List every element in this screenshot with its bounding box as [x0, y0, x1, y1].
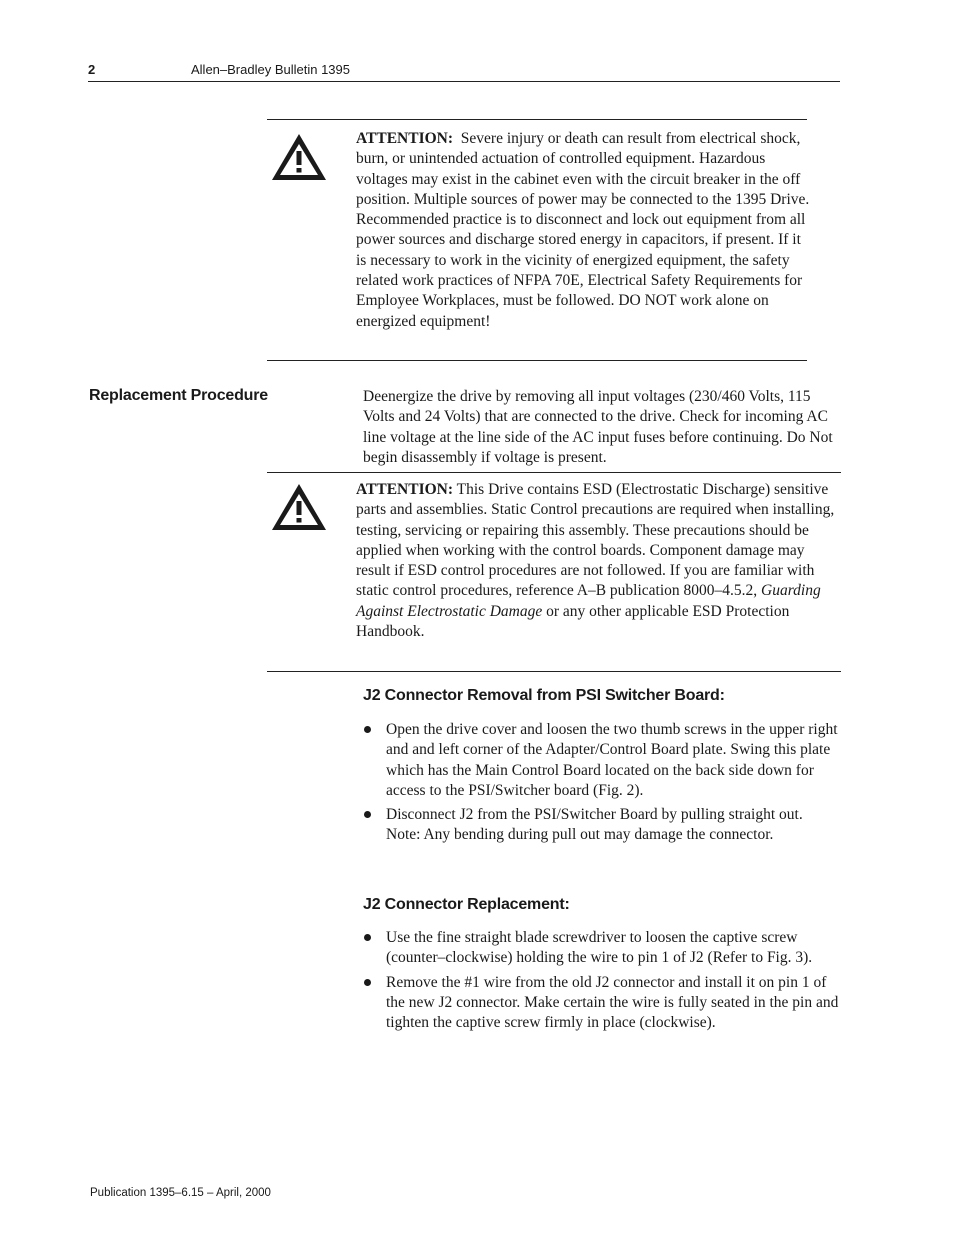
page-number: 2 — [88, 62, 96, 77]
attention2-label: ATTENTION: — [356, 481, 454, 498]
list-item — [363, 805, 841, 846]
bullet-icon — [364, 979, 371, 986]
replacement-intro-paragraph: Deenergize the drive by removing all input voltages (230/460 Volts, 115 Volts and 24 Volts) that are connected to the drive. Check for incoming AC line voltage at the line side of the AC input fuses before continuing. Do Not begin disassembly if voltage is present. — [363, 388, 833, 466]
j2-replacement-list — [363, 928, 841, 1033]
list-item — [363, 928, 841, 969]
header-rule — [88, 81, 840, 82]
attention1-label: ATTENTION: — [356, 130, 454, 147]
subheading-j2-removal: J2 Connector Removal from PSI Switcher Board: — [363, 687, 725, 704]
bullet-icon — [364, 811, 371, 818]
attention2-publication-title: Guarding Against Electrostatic Damage — [356, 582, 821, 620]
list-item-text: Open the drive cover and loosen the two thumb screws in the upper right and and left corner of the Adapter/Control Board plate. Swing this plate which has the Main Control Board located on the back side down for access to the PSI/Switcher board (Fig. 2). — [386, 721, 838, 799]
list-item-text: Disconnect J2 from the PSI/Switcher Board by pulling straight out. Note: Any bending during pull out may damage the connector. — [386, 806, 803, 844]
attention1-bottom-rule — [267, 360, 807, 361]
list-item-text: Remove the #1 wire from the old J2 connector and install it on pin 1 of the new J2 connector. Make certain the wire is fully seated in the pin and tighten the captive screw firmly in place (clockwise). — [386, 973, 839, 1032]
attention2-body-end: or any other applicable ESD Protection Handbook. — [356, 602, 790, 641]
warning-triangle-icon — [269, 481, 329, 533]
attention2-bottom-rule — [267, 671, 841, 672]
j2-removal-list — [363, 720, 841, 846]
attention2-top-rule — [267, 472, 841, 473]
attention1-text — [356, 129, 811, 332]
attention1-body: Severe injury or death can result from electrical shock, burn, or unintended actuation of controlled equipment. Hazardous voltages may exist in the cabinet even with the circuit breaker in the off position. Multiple sources of power may be connected to the 1395 Drive. Recommended practice is to disconnect and lock out equipment from all power sources and discharge stored energy in capacitors, if present. If it is necessary to work in the vicinity of energized equipment, the safety related work practices of NFPA 70E, Electrical Safety Requirements for Employee Workplaces, must be followed. DO NOT work alone on energized equipment! — [356, 130, 810, 330]
bullet-icon — [364, 934, 371, 941]
attention1-top-rule — [267, 119, 807, 120]
section-heading-replacement-procedure: Replacement Procedure — [89, 387, 268, 404]
bullet-icon — [364, 726, 371, 733]
subheading-j2-replacement: J2 Connector Replacement: — [363, 896, 570, 913]
list-item — [363, 720, 841, 801]
list-item-text: Use the fine straight blade screwdriver to loosen the captive screw (counter–clockwise) holding the wire to pin 1 of J2 (Refer to Fig. 3). — [386, 929, 813, 967]
attention2-text — [356, 480, 840, 642]
warning-triangle-icon — [269, 131, 329, 183]
publication-footer: Publication 1395–6.15 – April, 2000 — [90, 1187, 271, 1199]
attention2-body-start: This Drive contains ESD (Electrostatic Discharge) sensitive parts and assemblies. Static Control precautions are required when installing, testing, servicing or repairing this assembly. These precautions should be applied when working with the control boards. Component damage may result if ESD control procedures are not followed. If you are familiar with static control procedures, reference A–B publication 8000–4.5.2, — [356, 481, 835, 600]
running-header-title: Allen–Bradley Bulletin 1395 — [191, 62, 350, 77]
list-item — [363, 973, 841, 1034]
